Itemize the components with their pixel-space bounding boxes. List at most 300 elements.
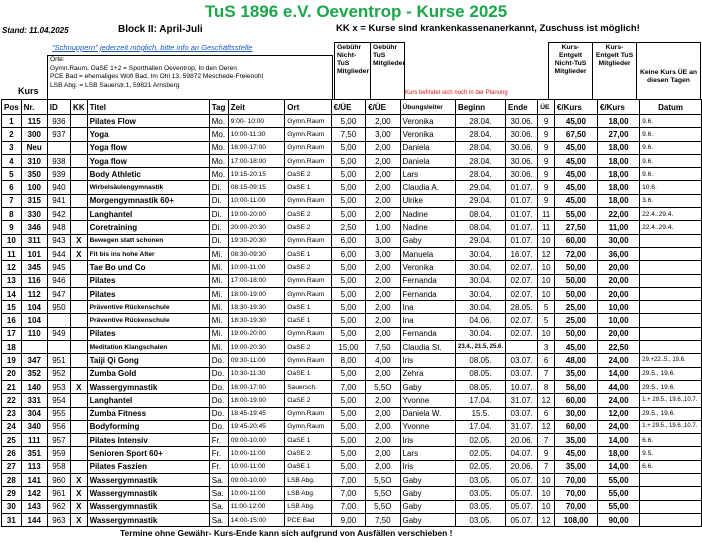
cell-tag: Sa. (209, 500, 228, 513)
cell-kurs-tus: 44,00 (597, 380, 639, 393)
cell-datum: 1.+ 29.5., 19.6.,10.7. (640, 394, 702, 407)
cell-nr: 104 (21, 301, 47, 314)
cell-kurs-nicht: 108,00 (554, 513, 597, 526)
cell-gebuhr-tus: 2,00 (366, 460, 400, 473)
cell-uebungsleiter: Claudia A. (400, 181, 455, 194)
col-gebuhr-nicht: €/ÜE (331, 100, 366, 115)
cell-pos: 25 (2, 434, 22, 447)
cell-uebungsleiter: Veronika (400, 261, 455, 274)
cell-pos: 10 (2, 234, 22, 247)
cell-kurs-tus: 20,00 (597, 327, 639, 340)
cell-ue: 10 (538, 274, 555, 287)
cell-zeit: 20:00-20:30 (228, 221, 285, 234)
cell-nr: 142 (21, 487, 47, 500)
cell-ue: 12 (538, 394, 555, 407)
cell-datum (640, 287, 702, 300)
col-nr: Nr. (21, 100, 47, 115)
cell-uebungsleiter: Fernanda (400, 274, 455, 287)
cell-kurs-nicht: 60,00 (554, 420, 597, 433)
cell-kurs-nicht: 45,00 (554, 115, 597, 128)
cell-pos: 31 (2, 513, 22, 526)
cell-nr: 330 (21, 208, 47, 221)
cell-zeit: 19:45-20:45 (228, 420, 285, 433)
col-ort: Ort (285, 100, 331, 115)
cell-ort: Gymn.Raum (285, 274, 331, 287)
cell-kk (71, 434, 88, 447)
cell-kk (71, 221, 88, 234)
cell-datum (640, 487, 702, 500)
cell-nr: 304 (21, 407, 47, 420)
cell-titel: Yoga flow (87, 141, 209, 154)
cell-kk (71, 208, 88, 221)
cell-kurs-nicht: 45,00 (554, 154, 597, 167)
cell-ue: 3 (538, 341, 555, 354)
cell-tag: Mi. (209, 261, 228, 274)
cell-pos: 30 (2, 500, 22, 513)
cell-ue: 9 (538, 194, 555, 207)
cell-kk: X (71, 380, 88, 393)
cell-ort: LSB Abg. (285, 487, 331, 500)
cell-zeit: 19:30-20:30 (228, 234, 285, 247)
cell-ende: 04.07. (506, 447, 538, 460)
cell-gebuhr-tus: 2,00 (366, 115, 400, 128)
table-header-row (2, 100, 702, 115)
cell-ende: 02.07. (506, 314, 538, 327)
table-row (2, 234, 702, 247)
cell-pos: 16 (2, 314, 22, 327)
table-row (2, 301, 702, 314)
cell-gebuhr-tus: 5,5O (366, 380, 400, 393)
cell-nr: 310 (21, 154, 47, 167)
cell-gebuhr-tus: 2,00 (366, 301, 400, 314)
cell-tag: Mo. (209, 115, 228, 128)
header-gebuhr-tus: Gebühr TuS Mitglieder (370, 42, 405, 100)
cell-beginn: 03.05. (455, 513, 505, 526)
cell-nr: 347 (21, 354, 47, 367)
cell-uebungsleiter: Nadine (400, 221, 455, 234)
cell-ende: 05.07. (506, 513, 538, 526)
course-table (1, 99, 702, 527)
cell-datum (640, 500, 702, 513)
cell-kurs-tus: 55,00 (597, 474, 639, 487)
cell-gebuhr-tus: 3,00 (366, 234, 400, 247)
table-row (2, 247, 702, 260)
cell-beginn: 02.05. (455, 434, 505, 447)
cell-zeit: 10:00-11:00 (228, 460, 285, 473)
cell-kurs-nicht: 70,00 (554, 500, 597, 513)
cell-ende: 03.07. (506, 407, 538, 420)
orte-line: LSB Abg. = LSB Sauerstr.1, 59821 Arnsberg (50, 81, 180, 89)
cell-kurs-nicht: 35,00 (554, 460, 597, 473)
schnuppern-note: "Schnuppern" jederzeit möglich, bitte info an Geschäftsstelle (52, 43, 253, 52)
cell-kk: X (71, 234, 88, 247)
cell-ort: OaSE 2 (285, 447, 331, 460)
cell-beginn: 08.05. (455, 354, 505, 367)
cell-ue: 6 (538, 407, 555, 420)
cell-beginn: 08.04. (455, 208, 505, 221)
cell-ort: Gymn.Raum (285, 141, 331, 154)
table-row (2, 420, 702, 433)
cell-beginn: 29.04. (455, 194, 505, 207)
table-row (2, 194, 702, 207)
col-id: ID (47, 100, 70, 115)
header-gebuhr-nicht-tus: Gebühr Nicht-TuS Mitglieder (334, 42, 371, 100)
cell-gebuhr-nicht: 5,00 (331, 367, 366, 380)
cell-uebungsleiter: Daniela (400, 141, 455, 154)
cell-tag: Mi. (209, 301, 228, 314)
cell-uebungsleiter: Gaby (400, 234, 455, 247)
cell-zeit: 10:00-11:00 (228, 194, 285, 207)
table-row (2, 447, 702, 460)
cell-tag: Do. (209, 394, 228, 407)
cell-uebungsleiter: Lars (400, 168, 455, 181)
table-row (2, 314, 702, 327)
cell-zeit: 17:00-18:00 (228, 154, 285, 167)
cell-id: 959 (47, 447, 70, 460)
cell-id: 949 (47, 327, 70, 340)
cell-kurs-tus: 11,00 (597, 221, 639, 234)
cell-ort: LSB Abg. (285, 474, 331, 487)
cell-kk (71, 327, 88, 340)
cell-ende: 01.07. (506, 234, 538, 247)
cell-kurs-tus: 20,00 (597, 261, 639, 274)
cell-gebuhr-nicht: 7,00 (331, 487, 366, 500)
cell-kurs-nicht: 50,00 (554, 274, 597, 287)
cell-ende: 20.06. (506, 460, 538, 473)
cell-ende: 28.05. (506, 301, 538, 314)
cell-titel: Wassergymnastik (87, 380, 209, 393)
cell-zeit: 16:00-17:00 (228, 141, 285, 154)
cell-datum: 6.6. (640, 434, 702, 447)
cell-nr: 311 (21, 234, 47, 247)
cell-nr: 350 (21, 168, 47, 181)
cell-ort: OaSE 1 (285, 367, 331, 380)
cell-gebuhr-tus: 2,00 (366, 141, 400, 154)
cell-tag: Do. (209, 380, 228, 393)
table-row (2, 141, 702, 154)
cell-pos: 22 (2, 394, 22, 407)
cell-datum: 9.6. (640, 168, 702, 181)
cell-titel: Wirbelsäulengymnastik (87, 181, 209, 194)
cell-beginn: 03.05. (455, 487, 505, 500)
cell-zeit: 9:00- 10:00 (228, 115, 285, 128)
cell-nr: 340 (21, 420, 47, 433)
cell-titel: Pilates (87, 327, 209, 340)
cell-uebungsleiter: Manuela (400, 247, 455, 260)
cell-ende: 01.07. (506, 221, 538, 234)
cell-kurs-tus: 24,00 (597, 394, 639, 407)
cell-uebungsleiter: Iris (400, 354, 455, 367)
cell-datum: 29.5., 19.6. (640, 367, 702, 380)
cell-pos: 29 (2, 487, 22, 500)
cell-gebuhr-nicht: 7,00 (331, 500, 366, 513)
cell-nr: 101 (21, 247, 47, 260)
table-row (2, 221, 702, 234)
cell-pos: 2 (2, 128, 22, 141)
cell-ue: 9 (538, 154, 555, 167)
cell-beginn: 30.04. (455, 301, 505, 314)
cell-gebuhr-tus: 4,00 (366, 354, 400, 367)
cell-titel: Senioren Sport 60+ (87, 447, 209, 460)
cell-kurs-nicht: 70,00 (554, 474, 597, 487)
cell-nr: Neu (21, 141, 47, 154)
cell-id: 961 (47, 487, 70, 500)
cell-gebuhr-tus: 5,5O (366, 474, 400, 487)
cell-gebuhr-nicht: 5,00 (331, 274, 366, 287)
cell-gebuhr-nicht: 6,00 (331, 234, 366, 247)
cell-ende: 30.06. (506, 141, 538, 154)
cell-kurs-tus: 14,00 (597, 367, 639, 380)
orte-line: PCE Bad = ehemaliges Wofi Bad, Im Ohl 13, 59872 Meschede-Freienohl (50, 73, 264, 81)
cell-kurs-tus: 90,00 (597, 513, 639, 526)
cell-tag: Mo. (209, 168, 228, 181)
cell-kurs-tus: 18,00 (597, 154, 639, 167)
cell-pos: 15 (2, 301, 22, 314)
cell-datum (640, 274, 702, 287)
cell-gebuhr-tus: 2,00 (366, 208, 400, 221)
cell-id: 956 (47, 420, 70, 433)
orte-line: Gymn.Raum, OaSE 1+2 = Sporthallen Oeventrop, In den Oeren (50, 64, 237, 72)
cell-ue: 9 (538, 181, 555, 194)
cell-tag: Mi. (209, 314, 228, 327)
cell-nr: 116 (21, 274, 47, 287)
cell-uebungsleiter: Gaby (400, 500, 455, 513)
cell-uebungsleiter: Ina (400, 314, 455, 327)
cell-kurs-nicht: 55,00 (554, 208, 597, 221)
kurs-label: Kurs (18, 86, 39, 96)
cell-gebuhr-tus: 3,00 (366, 128, 400, 141)
cell-datum (640, 513, 702, 526)
cell-tag: Di. (209, 221, 228, 234)
cell-gebuhr-tus: 2,00 (366, 367, 400, 380)
cell-id: 939 (47, 168, 70, 181)
cell-gebuhr-tus: 2,00 (366, 407, 400, 420)
col-beginn: Beginn (455, 100, 505, 115)
cell-gebuhr-tus: 7,50 (366, 513, 400, 526)
cell-gebuhr-tus: 3,00 (366, 247, 400, 260)
cell-zeit: 16:00-17:00 (228, 380, 285, 393)
cell-id: 943 (47, 234, 70, 247)
cell-titel: Yoga (87, 128, 209, 141)
cell-ende: 10.07. (506, 380, 538, 393)
cell-kurs-tus: 36,00 (597, 247, 639, 260)
cell-kurs-nicht: 45,00 (554, 341, 597, 354)
cell-datum (640, 327, 702, 340)
cell-ue: 10 (538, 261, 555, 274)
cell-nr: 111 (21, 434, 47, 447)
cell-ue: 12 (538, 420, 555, 433)
cell-zeit: 10:00-11:00 (228, 447, 285, 460)
cell-kurs-tus: 22,00 (597, 208, 639, 221)
header-entgelt-nicht-tus: Kurs-Entgelt Nicht-TuS Mitglieder (548, 42, 593, 100)
cell-gebuhr-nicht: 6,00 (331, 247, 366, 260)
kk-info: KK x = Kurse sind krankenkassenanerkannt, Zuschuss ist möglich! (336, 23, 640, 34)
cell-zeit: 10:30-11:30 (228, 367, 285, 380)
cell-datum: 6.6. (640, 460, 702, 473)
cell-beginn: 30.04. (455, 247, 505, 260)
cell-gebuhr-tus: 1,00 (366, 221, 400, 234)
cell-id: 946 (47, 274, 70, 287)
cell-kurs-nicht: 45,00 (554, 194, 597, 207)
cell-id: 960 (47, 474, 70, 487)
cell-kurs-nicht: 45,00 (554, 141, 597, 154)
cell-kk (71, 367, 88, 380)
table-row (2, 394, 702, 407)
table-row (2, 341, 702, 354)
cell-id: 945 (47, 261, 70, 274)
cell-pos: 1 (2, 115, 22, 128)
planning-note: Kurs befindet sich noch in der Planung (405, 90, 508, 96)
cell-titel: Wassergymnastik (87, 474, 209, 487)
cell-uebungsleiter: Fernanda (400, 327, 455, 340)
cell-gebuhr-tus: 2,00 (366, 274, 400, 287)
cell-zeit: 18:00-19:00 (228, 394, 285, 407)
cell-ort: Gymn.Raum (285, 128, 331, 141)
cell-beginn: 08.05. (455, 380, 505, 393)
table-row (2, 128, 702, 141)
cell-titel: Morgengymnastik 60+ (87, 194, 209, 207)
cell-ende: 01.07. (506, 181, 538, 194)
cell-id: 963 (47, 513, 70, 526)
cell-uebungsleiter: Veronika (400, 128, 455, 141)
cell-ort: PCE Bad (285, 513, 331, 526)
cell-pos: 20 (2, 367, 22, 380)
cell-ende: 30.06. (506, 128, 538, 141)
table-row (2, 500, 702, 513)
table-row (2, 380, 702, 393)
cell-ort: OaSE 1 (285, 434, 331, 447)
cell-tag: Do. (209, 407, 228, 420)
cell-gebuhr-tus: 2,00 (366, 154, 400, 167)
cell-zeit: 19:00-20:30 (228, 341, 285, 354)
cell-gebuhr-nicht: 8,00 (331, 354, 366, 367)
cell-datum (640, 474, 702, 487)
cell-zeit: 09:00-10:00 (228, 434, 285, 447)
cell-ende: 30.06. (506, 168, 538, 181)
cell-pos: 13 (2, 274, 22, 287)
cell-kurs-nicht: 67,50 (554, 128, 597, 141)
cell-ende: 02.07. (506, 261, 538, 274)
cell-ue: 10 (538, 287, 555, 300)
cell-gebuhr-tus: 2,00 (366, 168, 400, 181)
cell-ort: Gymn.Raum (285, 327, 331, 340)
cell-gebuhr-nicht: 2,50 (331, 221, 366, 234)
table-row (2, 367, 702, 380)
table-row (2, 354, 702, 367)
cell-ende: 16.07. (506, 247, 538, 260)
cell-kurs-nicht: 70,00 (554, 487, 597, 500)
cell-tag: Fr. (209, 434, 228, 447)
cell-kk (71, 141, 88, 154)
cell-ue: 6 (538, 354, 555, 367)
cell-beginn: 28.04. (455, 168, 505, 181)
cell-kk (71, 128, 88, 141)
cell-ort: OaSE 1 (285, 314, 331, 327)
cell-zeit: 19:15-20:15 (228, 168, 285, 181)
cell-kurs-nicht: 50,00 (554, 327, 597, 340)
cell-kk: X (71, 513, 88, 526)
cell-gebuhr-nicht: 5,00 (331, 261, 366, 274)
col-datum: Datum (640, 100, 702, 115)
cell-id (47, 141, 70, 154)
cell-zeit: 10:00-11:00 (228, 487, 285, 500)
cell-ort: Gymn.Raum (285, 407, 331, 420)
cell-tag: Sa. (209, 474, 228, 487)
cell-kurs-tus: 22,50 (597, 341, 639, 354)
cell-ue: 10 (538, 327, 555, 340)
cell-zeit: 18:00-19:00 (228, 287, 285, 300)
cell-ue: 7 (538, 460, 555, 473)
cell-kk (71, 194, 88, 207)
cell-gebuhr-tus: 2,00 (366, 447, 400, 460)
cell-ende: 30.06. (506, 154, 538, 167)
cell-id: 937 (47, 128, 70, 141)
cell-ende: 02.07. (506, 274, 538, 287)
cell-id: 953 (47, 380, 70, 393)
cell-ue: 7 (538, 434, 555, 447)
table-row (2, 261, 702, 274)
cell-ue: 10 (538, 234, 555, 247)
cell-datum (640, 314, 702, 327)
cell-kurs-tus: 14,00 (597, 434, 639, 447)
cell-pos: 9 (2, 221, 22, 234)
cell-nr: 144 (21, 513, 47, 526)
cell-kurs-nicht: 50,00 (554, 261, 597, 274)
cell-kurs-tus: 20,00 (597, 274, 639, 287)
cell-ort: Gymn.Raum (285, 287, 331, 300)
cell-kurs-tus: 18,00 (597, 115, 639, 128)
cell-pos: 8 (2, 208, 22, 221)
cell-id: 941 (47, 194, 70, 207)
cell-beginn: 29.04. (455, 181, 505, 194)
cell-ende: 05.07. (506, 500, 538, 513)
cell-beginn: 23.4., 21.5, 25.6. (455, 341, 505, 354)
cell-kk (71, 460, 88, 473)
cell-gebuhr-nicht: 7,00 (331, 380, 366, 393)
cell-ort: OaSE 1 (285, 460, 331, 473)
cell-gebuhr-nicht: 5,00 (331, 407, 366, 420)
cell-gebuhr-nicht: 5,00 (331, 434, 366, 447)
cell-uebungsleiter: Gaby (400, 513, 455, 526)
cell-nr: 300 (21, 128, 47, 141)
cell-datum: 29.5., 19.6. (640, 380, 702, 393)
cell-beginn: 30.04. (455, 327, 505, 340)
cell-tag: Mo. (209, 128, 228, 141)
cell-zeit: 14:00-15:00 (228, 513, 285, 526)
cell-ue: 9 (538, 141, 555, 154)
cell-kurs-tus: 14,00 (597, 460, 639, 473)
cell-tag: Do. (209, 420, 228, 433)
cell-kk (71, 274, 88, 287)
cell-zeit: 18:30-19:30 (228, 301, 285, 314)
cell-gebuhr-nicht: 5,00 (331, 168, 366, 181)
table-row (2, 474, 702, 487)
cell-ort: OaSE 2 (285, 261, 331, 274)
table-row (2, 407, 702, 420)
cell-kurs-nicht: 50,00 (554, 287, 597, 300)
cell-kurs-tus: 10,00 (597, 314, 639, 327)
table-row (2, 487, 702, 500)
table-row (2, 287, 702, 300)
cell-tag: Fr. (209, 460, 228, 473)
cell-datum: 9.6. (640, 115, 702, 128)
cell-pos: 14 (2, 287, 22, 300)
cell-gebuhr-nicht: 15,00 (331, 341, 366, 354)
cell-kurs-nicht: 27,50 (554, 221, 597, 234)
cell-ort: Gymn.Raum (285, 115, 331, 128)
cell-tag: Mi. (209, 274, 228, 287)
cell-titel: Langhantel (87, 208, 209, 221)
